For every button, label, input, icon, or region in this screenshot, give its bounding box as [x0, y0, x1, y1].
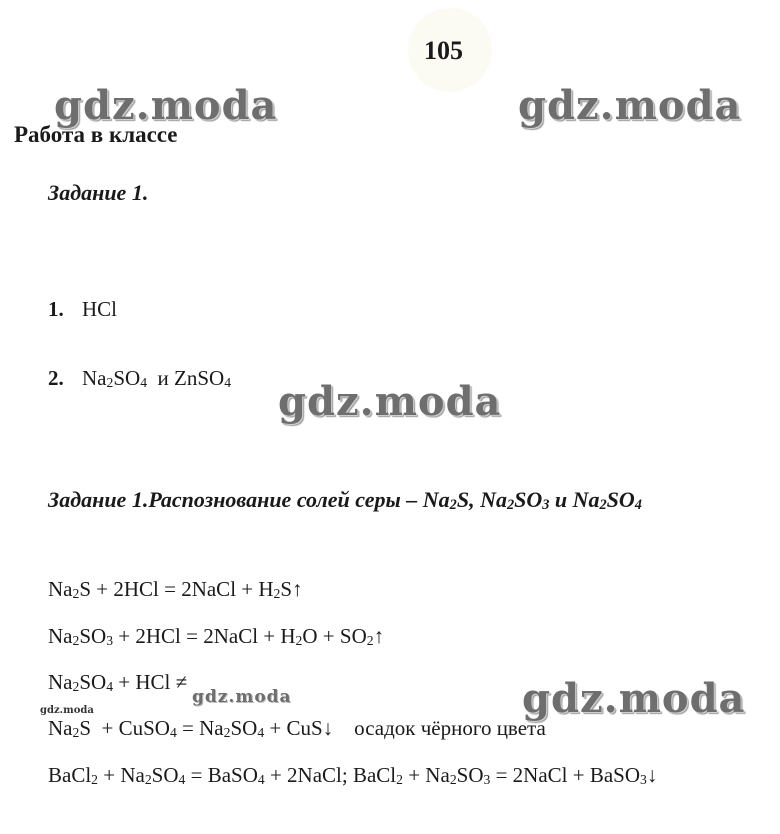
equation-3: $Na_2SO_4$ + HCl ≠ — [48, 670, 188, 695]
equation-4: $Na_2S$ + CuSO$_4$ = $Na_2SO_4$ + CuS↓ осадок чёрного цвета — [48, 716, 546, 741]
watermark-top-right: gdz.moda — [518, 82, 742, 129]
answer-text: HCl — [82, 297, 118, 321]
section-title: Работа в классе — [14, 122, 178, 147]
answer-text: $Na_2SO_4$ и ZnSO$_4$ — [82, 366, 232, 391]
task2-heading: Задание 1.Распознование солей серы – $Na_2S$, $Na_2SO_3$ и $Na_2SO_4$ — [48, 487, 642, 514]
answer-1 — [48, 297, 117, 322]
answer-number: 2. — [48, 366, 64, 390]
equation-1: $Na_2S + 2HCl$ = 2NaCl + $H_2S↑$ — [48, 577, 303, 602]
equation-2: $Na_2SO_3 + 2HCl$ = 2NaCl + $H_2O$ + $SO_2↑$ — [48, 624, 385, 649]
watermark-middle: gdz.moda — [278, 378, 502, 425]
task1-heading: Задание 1. — [48, 180, 149, 205]
watermark-top-left: gdz.moda — [54, 82, 278, 129]
answer-2 — [48, 366, 231, 391]
watermark-bottom-right: gdz.moda — [522, 675, 746, 722]
watermark-bottom-tiny: gdz.moda — [40, 705, 94, 716]
equation-5: BaCl$_2$ + $Na_2SO_4$ = BaSO$_4$ + 2NaCl; BaCl$_2$ + $Na_2SO_3$ = 2NaCl + BaSO$_3$↓ — [48, 763, 658, 788]
page-number: 105 — [424, 36, 463, 65]
answer-number: 1. — [48, 297, 64, 321]
watermark-bottom-small: gdz.moda — [192, 687, 292, 707]
